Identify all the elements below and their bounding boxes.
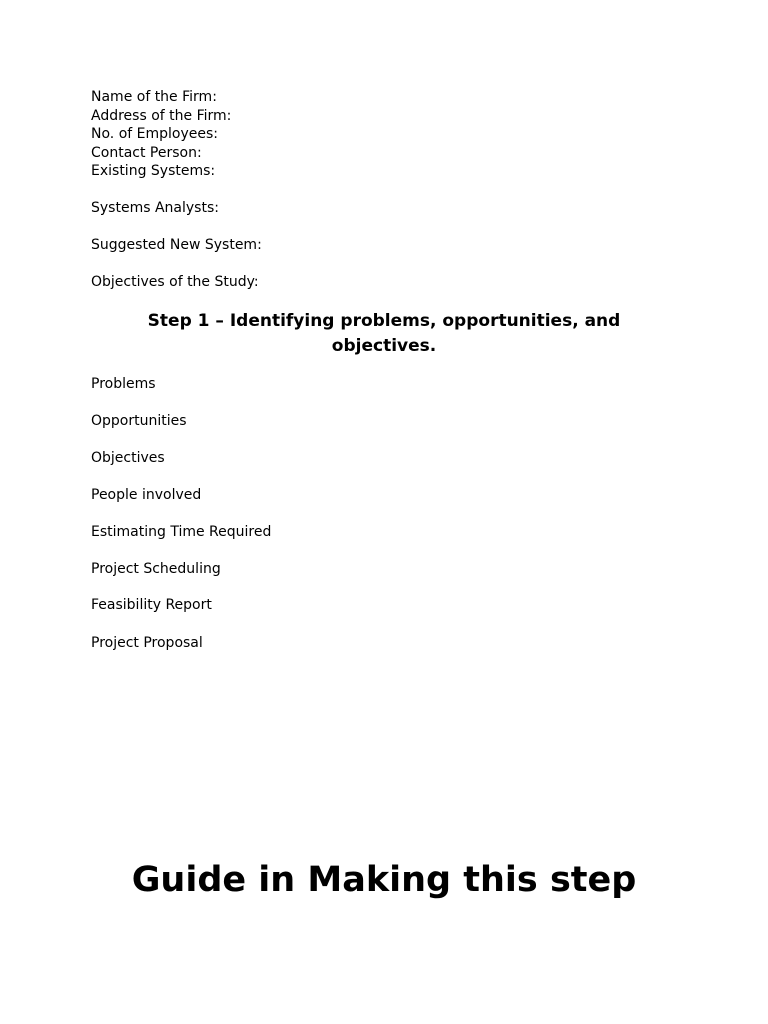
field-suggested-system: Suggested New System: — [91, 237, 262, 253]
field-study-objectives: Objectives of the Study: — [91, 274, 259, 290]
step-heading-line-1: Step 1 – Identifying problems, opportunities, and — [147, 311, 621, 331]
field-contact-person: Contact Person: — [91, 145, 202, 161]
section-feasibility-report: Feasibility Report — [91, 597, 212, 613]
section-project-proposal: Project Proposal — [91, 635, 203, 651]
step-heading-line-2: objectives. — [331, 336, 437, 356]
field-firm-address: Address of the Firm: — [91, 108, 232, 124]
field-systems-analysts: Systems Analysts: — [91, 200, 219, 216]
section-problems: Problems — [91, 376, 156, 392]
guide-heading: Guide in Making this step — [131, 860, 637, 900]
field-firm-name: Name of the Firm: — [91, 89, 217, 105]
section-objectives: Objectives — [91, 450, 165, 466]
section-time-estimate: Estimating Time Required — [91, 524, 272, 540]
field-existing-systems: Existing Systems: — [91, 163, 216, 179]
section-people-involved: People involved — [91, 487, 202, 503]
field-employee-count: No. of Employees: — [91, 126, 218, 142]
section-opportunities: Opportunities — [91, 413, 187, 429]
section-project-scheduling: Project Scheduling — [91, 561, 221, 577]
